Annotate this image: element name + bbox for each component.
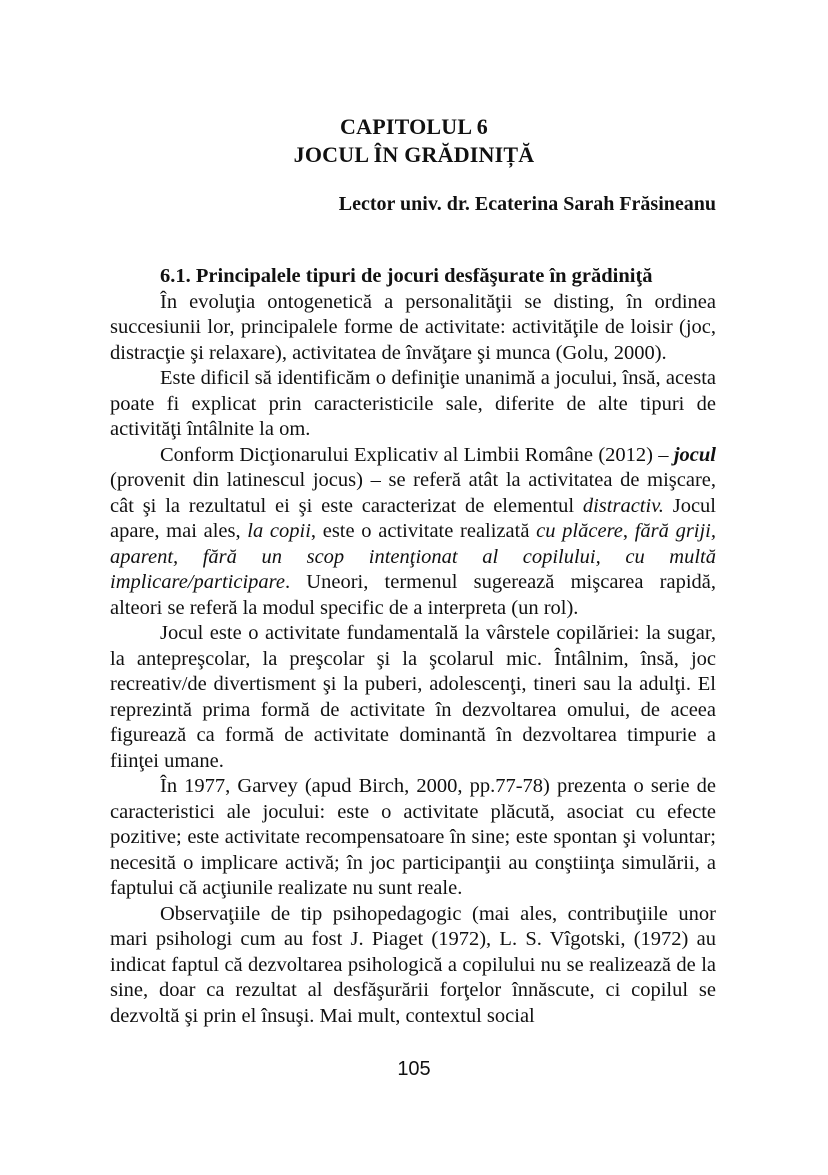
page-number: 105 [397,1058,431,1080]
paragraph-5: În 1977, Garvey (apud Birch, 2000, pp.77-78) prezenta o serie de caracteristici ale jocului: este o activitate plăcută, asociat cu efecte pozitive; este activitate recompensatoare în sine; este spontan şi voluntar; necesită o implicare activă; în joc participanţii au conştiinţa simulării, a faptului că acţiunile realizate nu sunt reale. [110,775,716,899]
term-jocul: jocul [673,443,717,466]
p3-text-c: (provenit din latinescul jocus) – se referă atât la activitatea de mişcare, cât şi la rezultatul ei şi este caracterizat de elementul [110,469,716,517]
chapter-number: CAPITOLUL 6 [340,114,488,139]
paragraph-1: În evoluţia ontogenetică a personalităţii se disting, în ordinea succesiunii lor, principalele forme de activitate: activităţile de loisir (joc, distracţie şi relaxare), activitatea de învăţare şi munca (Golu, 2000). [110,290,716,364]
p3-text-a: Conform Dicţionarului Explicativ al Limbii Române (2012) – [160,443,669,466]
p3-text-k: . Uneori, termenul sugerează mişcarea rapidă, alteori se referă la modul specific de a interpreta (un rol). [110,571,716,619]
paragraph-2: Este dificil să identificăm o definiţie unanimă a jocului, însă, acesta poate fi explicat prin caracteristicile sale, diferite de alte tipuri de activităţi întâlnite la om. [110,367,716,440]
paragraph-3 [110,443,716,622]
chapter-author: Lector univ. dr. Ecaterina Sarah Frăsineanu [338,193,716,215]
term-distractiv: distractiv. [582,494,664,517]
chapter-title: JOCUL ÎN GRĂDINIȚĂ [293,142,535,167]
p3-text-i: , [622,520,635,542]
paragraph-6: Observaţiile de tip psihopedagogic (mai ales, contribuţiile unor mari psihologi cum au fost J. Piaget (1972), L. S. Vîgotski, (1972) au indicat faptul că dezvoltarea psihologică a copilului nu se realizează de la sine, doar ca rezultat al desfăşurării forţelor înnăscute, ci copilul se dezvoltă şi prin el însuşi. Mai mult, contextul social [110,902,716,1027]
p3-text-g: , este o activitate realizată [310,520,537,542]
term-cu-placere: cu plăcere [536,520,623,542]
section-heading: 6.1. Principalele tipuri de jocuri desfăşurate în grădiniţă [160,265,653,287]
body-text [110,264,716,1029]
term-fara-griji: fără griji, aparent, fără un scop intenţionat al copilului, cu multă implicare/participare [110,520,717,593]
p3-text-e: Jocul apare, mai ales, [110,494,716,542]
term-la-copii: la copii [247,520,311,542]
paragraph-4: Jocul este o activitate fundamentală la vârstele copilăriei: la sugar, la antepreşcolar, la preşcolar şi la şcolarul mic. Întâlnim, însă, joc recreativ/de divertisment şi la puberi, adolescenţi, tineri sau la adulţi. El reprezintă prima formă de activitate în dezvoltarea omului, de aceea figurează ca formă de activitate dominantă în dezvoltarea timpurie a fiinţei umane. [110,622,716,772]
